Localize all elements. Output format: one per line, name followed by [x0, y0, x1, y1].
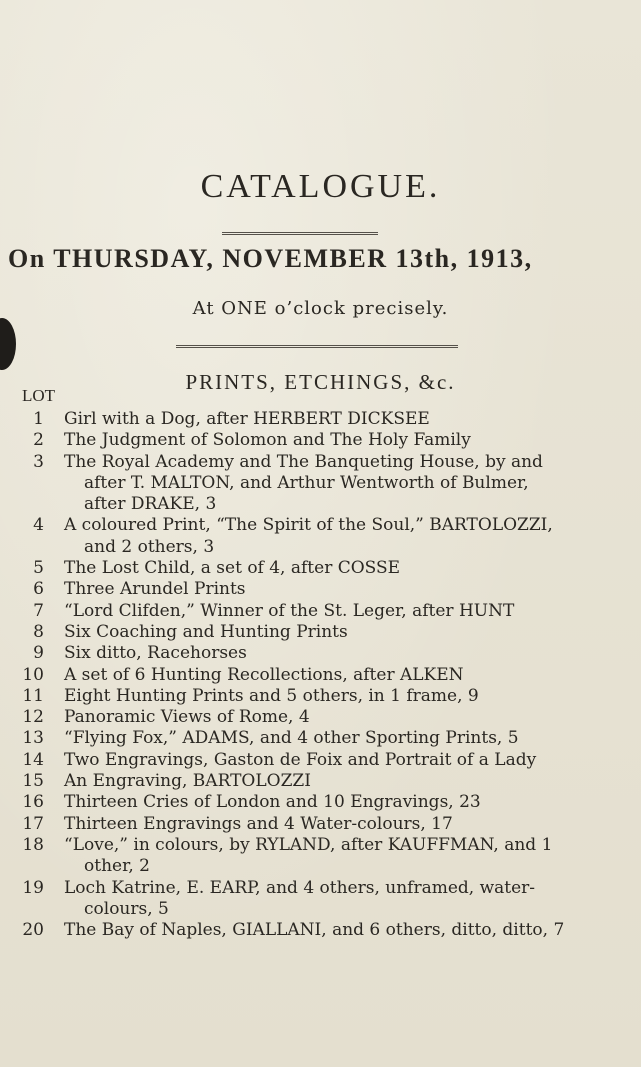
lot-number: 15: [22, 771, 44, 792]
lot-row: [0, 558, 641, 579]
lot-list: [0, 409, 641, 941]
lot-number: 13: [22, 728, 44, 749]
catalogue-title: CATALOGUE.: [200, 168, 441, 205]
lot-row: [0, 665, 641, 686]
lot-description: The Lost Child, a set of 4, after COSSE: [64, 558, 401, 579]
lot-description: other, 2: [84, 856, 150, 877]
lot-number: 20: [22, 920, 44, 941]
lot-description: colours, 5: [84, 898, 169, 919]
lot-description: Girl with a Dog, after HERBERT DICKSEE: [64, 409, 430, 429]
lot-number: [0, 856, 64, 877]
lot-description: Three Arundel Prints: [64, 579, 246, 600]
lot-row: [0, 622, 641, 643]
ink-blot: [0, 318, 16, 370]
lot-number: 12: [22, 707, 44, 728]
lot-number: 8: [33, 621, 44, 642]
lot-row: [0, 601, 641, 622]
lot-description: The Judgment of Solomon and The Holy Family: [64, 430, 471, 451]
lot-row: [0, 814, 641, 835]
lot-number: [0, 473, 64, 494]
lot-description: The Royal Academy and The Banqueting House, by and: [64, 451, 543, 472]
lot-description: A coloured Print, “The Spirit of the Soul,” BARTOLOZZI,: [64, 515, 553, 536]
lot-number: 1: [33, 409, 44, 429]
lot-description: Six ditto, Racehorses: [64, 643, 247, 664]
sale-time-line: At ONE o’clock precisely.: [192, 298, 449, 319]
lot-row: [0, 856, 641, 877]
lot-row: [0, 792, 641, 813]
lot-column-label: LOT: [22, 386, 56, 405]
lot-description: “Flying Fox,” ADAMS, and 4 other Sporting Prints, 5: [64, 728, 519, 749]
lot-description: Thirteen Cries of London and 10 Engravings, 23: [64, 792, 481, 813]
lot-number: 10: [22, 664, 44, 685]
lot-description: “Lord Clifden,” Winner of the St. Leger, after HUNT: [64, 600, 515, 621]
lot-row: [0, 771, 641, 792]
lot-row: [0, 899, 641, 920]
lot-description: Loch Katrine, E. EARP, and 4 others, unframed, water-: [64, 877, 536, 898]
lot-number: 4: [33, 515, 44, 536]
lot-row: [0, 835, 641, 856]
lot-row: [0, 878, 641, 899]
lot-number: [0, 537, 64, 558]
lot-description: Panoramic Views of Rome, 4: [64, 707, 310, 728]
lot-description: A set of 6 Hunting Recollections, after ALKEN: [64, 664, 464, 685]
lot-row: [0, 452, 641, 473]
lot-number: [0, 899, 64, 920]
lot-number: 17: [22, 813, 44, 834]
lot-row: [0, 473, 641, 494]
lot-number: 11: [22, 685, 44, 706]
section-rule: [176, 345, 458, 348]
lot-number: 18: [22, 834, 44, 855]
lot-row: [0, 430, 641, 451]
lot-description: after DRAKE, 3: [84, 494, 217, 515]
section-heading: PRINTS, ETCHINGS, &c.: [185, 370, 456, 394]
sale-date-line: On THURSDAY, NOVEMBER 13th, 1913,: [8, 244, 533, 273]
lot-number: [0, 494, 64, 515]
lot-number: 7: [33, 600, 44, 621]
lot-description: Thirteen Engravings and 4 Water-colours, 17: [64, 813, 453, 834]
lot-description: Eight Hunting Prints and 5 others, in 1 frame, 9: [64, 685, 479, 706]
title-rule: [222, 232, 378, 235]
lot-row: [0, 643, 641, 664]
lot-number: 9: [33, 643, 44, 664]
lot-row: [0, 494, 641, 515]
lot-row: [0, 579, 641, 600]
lot-number: 16: [22, 792, 44, 813]
lot-description: The Bay of Naples, GIALLANI, and 6 others, ditto, ditto, 7: [64, 920, 565, 941]
lot-number: 19: [22, 877, 44, 898]
lot-description: Two Engravings, Gaston de Foix and Portrait of a Lady: [64, 749, 537, 770]
lot-number: 5: [33, 558, 44, 579]
lot-row: [0, 409, 641, 430]
lot-row: [0, 537, 641, 558]
lot-number: 2: [33, 430, 44, 451]
lot-row: [0, 515, 641, 536]
lot-description: after T. MALTON, and Arthur Wentworth of Bulmer,: [84, 472, 529, 493]
lot-description: An Engraving, BARTOLOZZI: [64, 771, 311, 792]
lot-row: [0, 707, 641, 728]
lot-number: 14: [22, 749, 44, 770]
lot-description: Six Coaching and Hunting Prints: [64, 621, 348, 642]
lot-row: [0, 728, 641, 749]
lot-description: “Love,” in colours, by RYLAND, after KAUFFMAN, and 1: [64, 834, 553, 855]
lot-number: 6: [33, 579, 44, 600]
lot-row: [0, 686, 641, 707]
lot-description: and 2 others, 3: [84, 536, 215, 557]
lot-row: [0, 920, 641, 941]
lot-number: 3: [33, 451, 44, 472]
lot-row: [0, 750, 641, 771]
